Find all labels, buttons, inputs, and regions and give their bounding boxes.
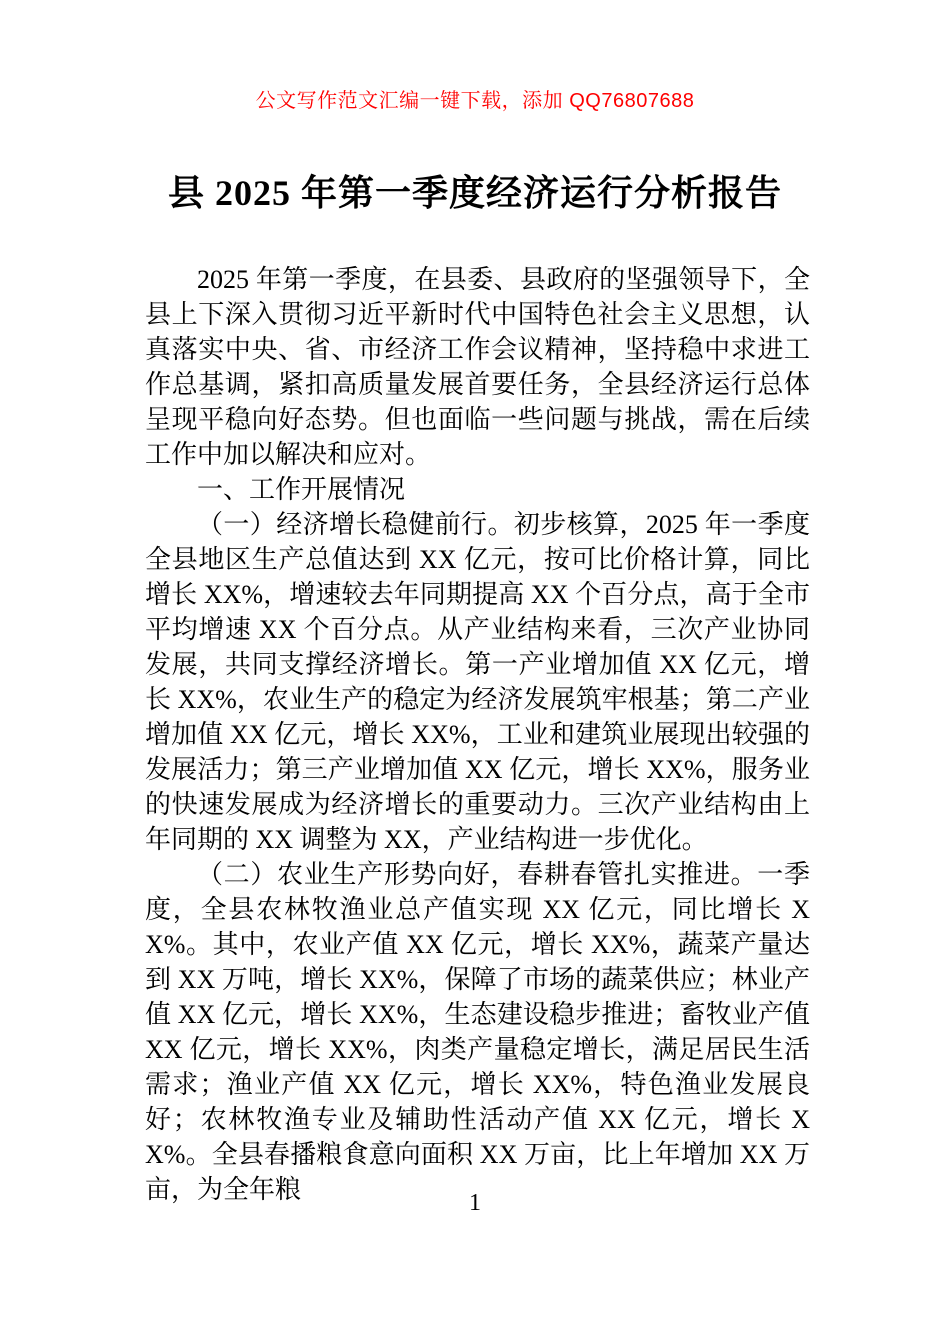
document-body — [145, 262, 810, 1207]
section-heading-1: 一、工作开展情况 — [197, 475, 406, 504]
paragraph-economic-growth: （一）经济增长稳健前行。初步核算，2025 年一季度全县地区生产总值达到 XX 亿元，按可比价格计算，同比增长 XX%，增速较去年同期提高 XX 个百分点，高于全市平均增速 XX 个百分点。从产业结构来看，三次产业协同发展，共同支撑经济增长。第一产业增加值 XX 亿元，增长 XX%，农业生产的稳定为经济发展筑牢根基；第二产业增加值 XX 亿元，增长 XX%，工业和建筑业展现出较强的发展活力；第三产业增加值 XX 亿元，增长 XX%，服务业的快速发展成为经济增长的重要动力。三次产业结构由上年同期的 XX 调整为 XX，产业结构进一步优化。 — [145, 510, 810, 854]
page-number: 1 — [469, 1190, 481, 1216]
paragraph-agriculture: （二）农业生产形势向好，春耕春管扎实推进。一季度，全县农林牧渔业总产值实现 XX 亿元，同比增长 XX%。其中，农业产值 XX 亿元，增长 XX%，蔬菜产量达到 XX 万吨，增长 XX%，保障了市场的蔬菜供应；林业产值 XX 亿元，增长 XX%，生态建设稳步推进；畜牧业产值 XX 亿元，增长 XX%，肉类产量稳定增长，满足居民生活需求；渔业产值 XX 亿元，增长 XX%，特色渔业发展良好；农林牧渔专业及辅助性活动产值 XX 亿元，增长 XX%。全县春播粮食意向面积 XX 万亩，比上年增加 XX 万亩，为全年粮 — [145, 860, 810, 1204]
document-title: 县 2025 年第一季度经济运行分析报告 — [167, 173, 782, 213]
paragraph-intro: 2025 年第一季度，在县委、县政府的坚强领导下，全县上下深入贯彻习近平新时代中国特色社会主义思想，认真落实中央、省、市经济工作会议精神，坚持稳中求进工作总基调，紧扣高质量发展首要任务，全县经济运行总体呈现平稳向好态势。但也面临一些问题与挑战，需在后续工作中加以解决和应对。 — [145, 265, 810, 469]
header-notice: 公文写作范文汇编一键下载，添加 QQ76807688 — [255, 90, 695, 112]
